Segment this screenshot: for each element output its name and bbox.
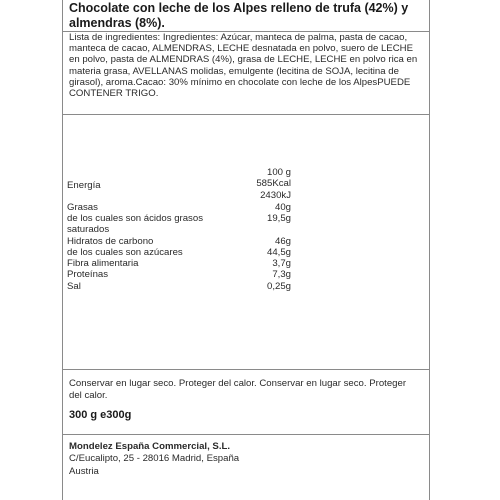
protein-value: 7,3g [272,269,291,280]
company-address: C/Eucalipto, 25 - 28016 Madrid, España [69,453,240,465]
saturated-fat-label: de los cuales son ácidos grasos [67,213,203,224]
divider [63,369,429,370]
sugars-label: de los cuales son azúcares [67,247,183,258]
sugars-value: 44,5g [266,247,291,258]
fiber-label: Fibra alimentaria [67,258,139,269]
product-title: Chocolate con leche de los Alpes relleno de trufa (42%) y almendras (8%). [69,1,409,30]
fat-label: Grasas [67,202,98,213]
fat-value: 40g [274,202,291,213]
fiber-value: 3,7g [272,258,291,269]
energy-kcal-value: 585Kcal [256,178,291,189]
divider [63,434,429,435]
carbohydrates-value: 46g [274,236,291,247]
company-info [69,441,419,478]
energy-kj-value: 2430kJ [260,190,291,201]
storage-instructions: Conservar en lugar seco. Proteger del calor. Conservar en lugar seco. Proteger del calor. [69,378,407,401]
divider [63,114,429,115]
saturated-fat-label-cont: saturados [67,224,110,235]
ingredients-list: Lista de ingredientes: Ingredientes: Azúcar, manteca de palma, pasta de cacao, manteca de cacao, ALMENDRAS, LECHE desnatada en polvo, suero de LECHE en polvo, pasta de ALMENDRAS (4%), grasa de LECHE, LECHE en polvo rica en materia grasa, AVELLANAS molidas, emulgente (lecitina de SOJA, lecitina de girasol), aroma.Cacao: 30% mínimo en chocolate con leche de los AlpesPUEDE CONTENER TRIGO. [69,32,418,100]
salt-label: Sal [67,281,81,292]
product-label-sheet [62,0,430,500]
company-country: Austria [69,465,99,477]
company-name: Mondelez España Commercial, S.L. [69,441,231,452]
net-weight: 300 g e300g [69,409,132,421]
salt-value: 0,25g [266,281,291,292]
saturated-fat-value: 19,5g [266,213,291,224]
energy-label: Energía [67,180,101,191]
protein-label: Proteínas [67,269,109,280]
nutrition-header: 100 g [266,167,291,178]
carbohydrates-label: Hidratos de carbono [67,236,154,247]
